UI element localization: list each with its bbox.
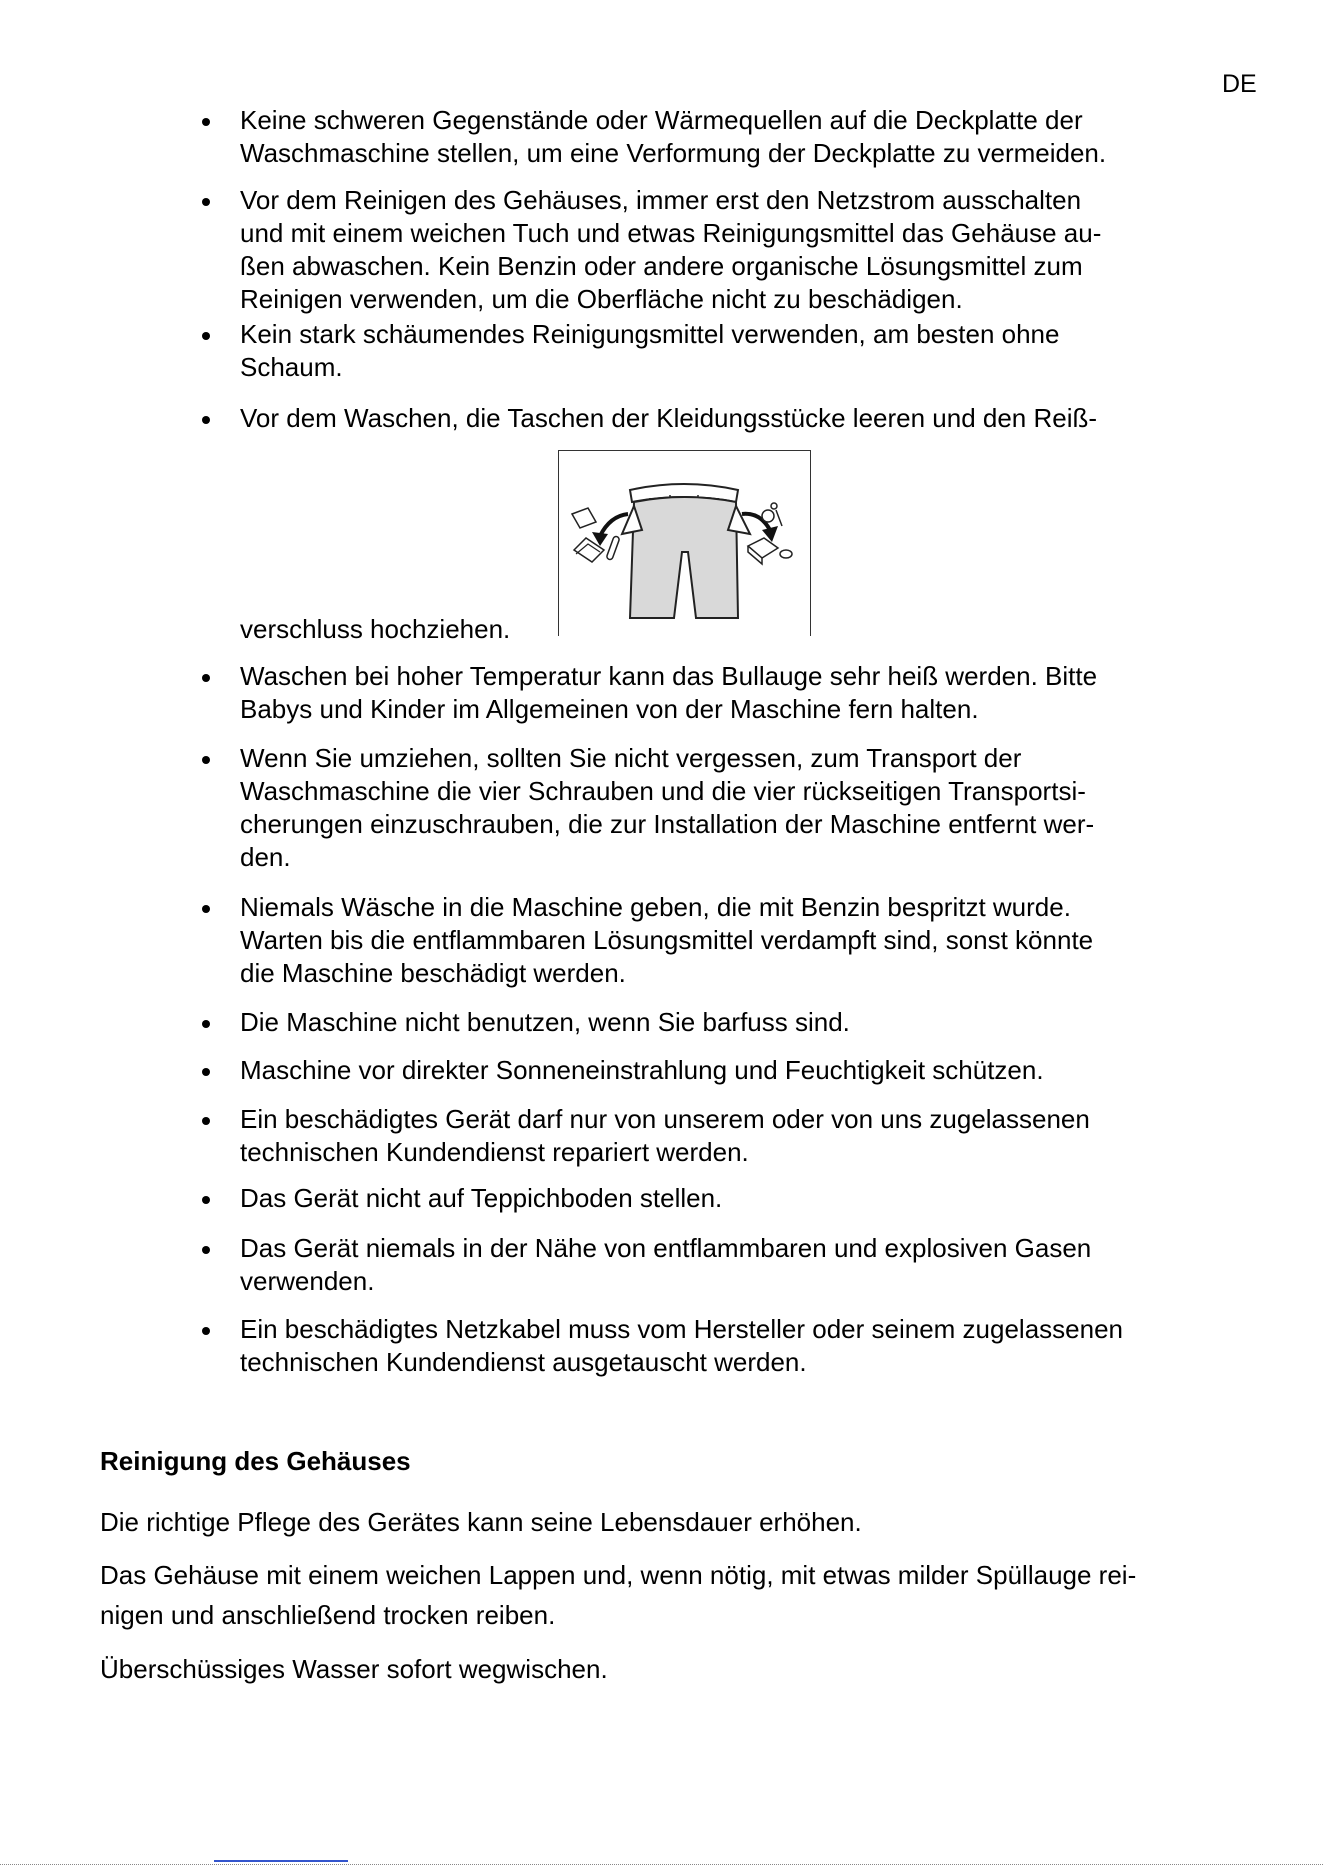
figure-frame <box>810 450 811 636</box>
paragraph <box>100 1555 1136 1635</box>
bullet-line: Vor dem Reinigen des Gehäuses, immer erst den Netzstrom ausschalten <box>240 185 1082 215</box>
bullet-item <box>240 1313 1240 1379</box>
footer-divider <box>0 1864 1323 1865</box>
bullet-line: Vor dem Waschen, die Taschen der Kleidungsstücke leeren und den Reiß- <box>240 403 1098 433</box>
section-heading: Reinigung des Gehäuses <box>100 1446 411 1476</box>
bullet-line: Wenn Sie umziehen, sollten Sie nicht vergessen, zum Transport der <box>240 743 1022 773</box>
pocket-emptying-illustration <box>558 450 810 636</box>
bullet-line: cherungen einzuschrauben, die zur Installation der Maschine entfernt wer- <box>240 809 1095 839</box>
bullet-item <box>240 1006 1240 1039</box>
footer-accent-line <box>214 1860 348 1862</box>
bullet-line: Das Gerät niemals in der Nähe von entflammbaren und explosiven Gasen <box>240 1233 1092 1263</box>
bullet-line: Babys und Kinder im Allgemeinen von der Maschine fern halten. <box>240 694 979 724</box>
bullet-line: Waschmaschine die vier Schrauben und die vier rückseitigen Transportsi- <box>240 776 1086 806</box>
bullet-line: Kein stark schäumendes Reinigungsmittel verwenden, am besten ohne <box>240 319 1060 349</box>
bullet-line: den. <box>240 842 291 872</box>
bullet-line: Ein beschädigtes Netzkabel muss vom Hersteller oder seinem zugelassenen <box>240 1314 1123 1344</box>
bullet-dot-icon <box>202 905 210 913</box>
bullet-dot-icon <box>202 1068 210 1076</box>
bullet-dot-icon <box>202 1327 210 1335</box>
bullet-item <box>240 402 1240 435</box>
bullet-item <box>240 184 1240 316</box>
bullet-item <box>240 318 1240 384</box>
paragraph-line: Überschüssiges Wasser sofort wegwischen. <box>100 1654 608 1684</box>
bullet-item <box>240 1103 1240 1169</box>
bullet-line: verwenden. <box>240 1266 375 1296</box>
bullet-line: Das Gerät nicht auf Teppichboden stellen. <box>240 1183 723 1213</box>
paragraph-line: nigen und anschließend trocken reiben. <box>100 1600 556 1630</box>
paragraph-line: Die richtige Pflege des Gerätes kann seine Lebensdauer erhöhen. <box>100 1507 862 1537</box>
bullet-item <box>240 104 1240 170</box>
language-label: DE <box>1222 70 1257 98</box>
bullet-dot-icon <box>202 332 210 340</box>
bullet-dot-icon <box>202 1246 210 1254</box>
bullet-dot-icon <box>202 1020 210 1028</box>
trousers-empty-pockets-icon <box>558 450 810 636</box>
bullet-line: Waschmaschine stellen, um eine Verformung der Deckplatte zu vermeiden. <box>240 138 1107 168</box>
bullet-item <box>240 660 1240 726</box>
bullet-dot-icon <box>202 416 210 424</box>
bullet-item <box>240 742 1240 874</box>
bullet-line: technischen Kundendienst ausgetauscht werden. <box>240 1347 807 1377</box>
bullet-line: Waschen bei hoher Temperatur kann das Bullauge sehr heiß werden. Bitte <box>240 661 1098 691</box>
bullet-line: Ein beschädigtes Gerät darf nur von unserem oder von uns zugelassenen <box>240 1104 1090 1134</box>
figure-caption: verschluss hochziehen. <box>240 614 511 644</box>
bullet-line: Schaum. <box>240 352 343 382</box>
paragraph <box>100 1649 608 1689</box>
bullet-line: Die Maschine nicht benutzen, wenn Sie barfuss sind. <box>240 1007 850 1037</box>
bullet-line: Niemals Wäsche in die Maschine geben, die mit Benzin bespritzt wurde. <box>240 892 1071 922</box>
bullet-line: Maschine vor direkter Sonneneinstrahlung und Feuchtigkeit schützen. <box>240 1055 1044 1085</box>
bullet-item <box>240 1054 1240 1087</box>
bullet-line: und mit einem weichen Tuch und etwas Reinigungsmittel das Gehäuse au- <box>240 218 1102 248</box>
bullet-dot-icon <box>202 118 210 126</box>
bullet-line: technischen Kundendienst repariert werden. <box>240 1137 749 1167</box>
paragraph <box>100 1502 862 1542</box>
bullet-line: ßen abwaschen. Kein Benzin oder andere organische Lösungsmittel zum <box>240 251 1083 281</box>
bullet-item <box>240 1232 1240 1298</box>
bullet-line: Reinigen verwenden, um die Oberfläche nicht zu beschädigen. <box>240 284 963 314</box>
bullet-line: Keine schweren Gegenstände oder Wärmequellen auf die Deckplatte der <box>240 105 1083 135</box>
bullet-dot-icon <box>202 1196 210 1204</box>
bullet-line: die Maschine beschädigt werden. <box>240 958 626 988</box>
bullet-dot-icon <box>202 198 210 206</box>
bullet-dot-icon <box>202 756 210 764</box>
bullet-item <box>240 1182 1240 1215</box>
paragraph-line: Das Gehäuse mit einem weichen Lappen und, wenn nötig, mit etwas milder Spüllauge rei- <box>100 1560 1137 1590</box>
bullet-dot-icon <box>202 1117 210 1125</box>
bullet-dot-icon <box>202 674 210 682</box>
bullet-item <box>240 891 1240 990</box>
bullet-line: Warten bis die entflammbaren Lösungsmittel verdampft sind, sonst könnte <box>240 925 1094 955</box>
